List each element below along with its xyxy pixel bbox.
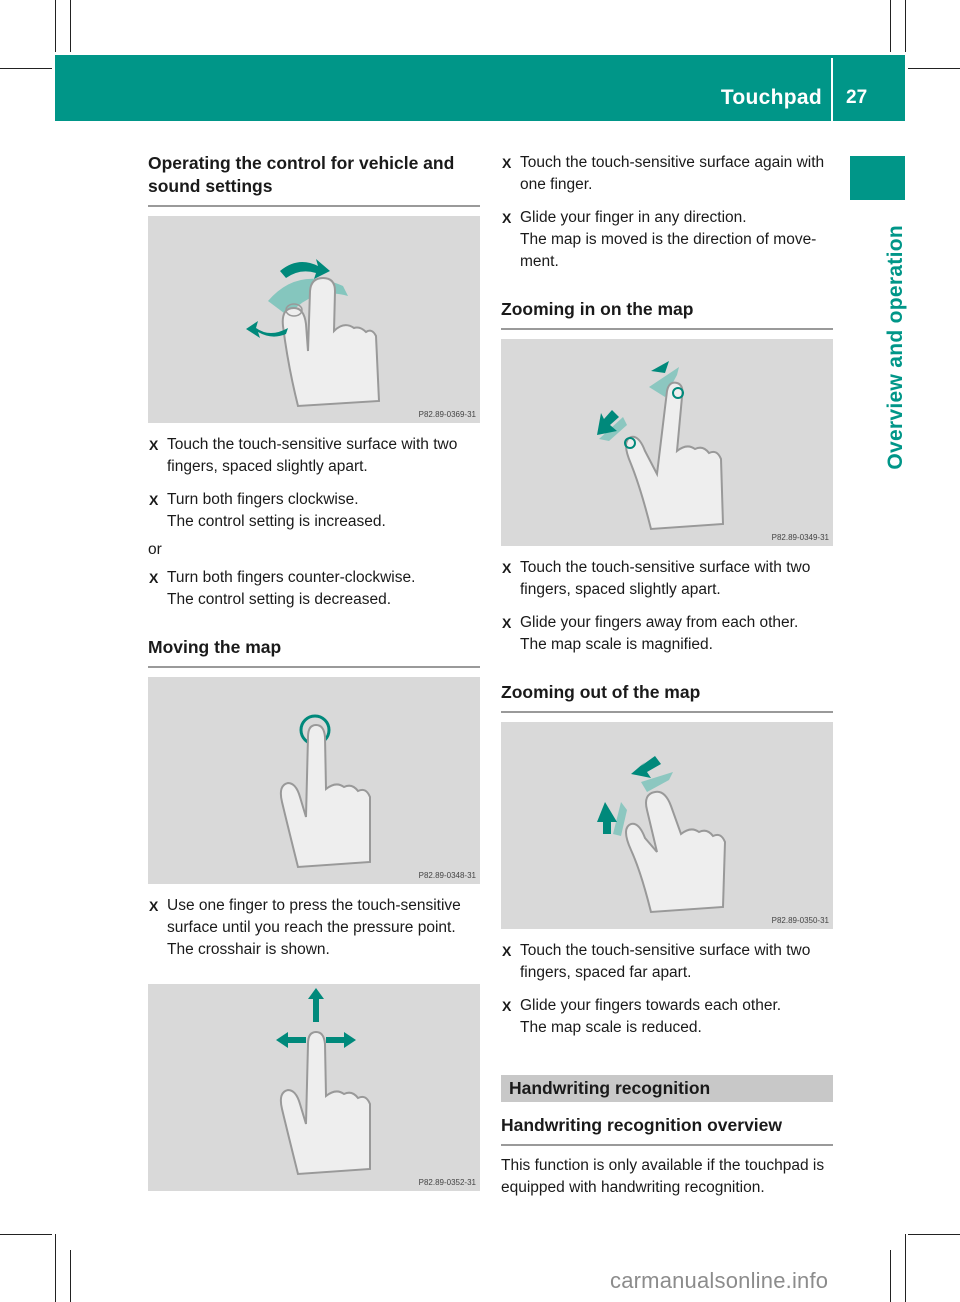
- crop-mark: [905, 0, 906, 52]
- step-result: The map scale is magnified.: [520, 636, 713, 653]
- instruction-step: X Touch the touch-sensitive surface again with one finger.: [502, 154, 825, 193]
- figure-id: P82.89-0369-31: [418, 410, 476, 419]
- section-heading: Operating the control for vehicle and sound settings: [148, 152, 480, 207]
- figure-id: P82.89-0352-31: [418, 1178, 476, 1187]
- instruction-step: X Touch the touch-sensitive surface with two fingers, spaced slightly apart.: [502, 559, 811, 598]
- figure-press-gesture: [148, 677, 480, 884]
- step-result: The control setting is decreased.: [167, 591, 392, 608]
- section-heading: Zooming out of the map: [501, 681, 833, 713]
- rotate-gesture-illustration: [148, 216, 480, 423]
- instruction-step: X Glide your finger in any direction. The map is moved is the direction of move-ment.: [501, 207, 833, 273]
- crop-mark: [908, 68, 960, 69]
- step-arrow-icon: X: [502, 155, 512, 171]
- crop-mark: [890, 1250, 891, 1302]
- step-arrow-icon: X: [149, 437, 159, 453]
- step-arrow-icon: X: [502, 210, 512, 226]
- section-heading: Zooming in on the map: [501, 298, 833, 330]
- step-result: The map scale is reduced.: [520, 1019, 702, 1036]
- crop-mark: [905, 1234, 906, 1302]
- instruction-step: X Glide your fingers towards each other. The map scale is reduced.: [501, 995, 833, 1039]
- header-section-title: Touchpad: [720, 86, 822, 109]
- step-arrow-icon: X: [149, 570, 159, 586]
- figure-id: P82.89-0350-31: [771, 916, 829, 925]
- step-arrow-icon: X: [502, 998, 512, 1014]
- side-tab-label: Overview and operation: [884, 225, 907, 470]
- figure-zoom-out-gesture: [501, 722, 833, 929]
- left-column: [148, 152, 480, 1191]
- instruction-step: X Touch the touch-sensitive surface with two fingers, spaced far apart.: [502, 942, 811, 981]
- section-heading: Moving the map: [148, 636, 480, 668]
- figure-zoom-in-gesture: [501, 339, 833, 546]
- crop-mark: [908, 1234, 960, 1235]
- step-arrow-icon: X: [149, 492, 159, 508]
- crosshair-gesture-illustration: [148, 984, 480, 1191]
- figure-crosshair-gesture: [148, 984, 480, 1191]
- step-result: The control setting is increased.: [167, 513, 386, 530]
- instruction-step: X Touch the touch-sensitive surface with two fingers, spaced slightly apart.: [149, 436, 458, 475]
- chapter-banner: Handwriting recognition: [501, 1075, 833, 1102]
- section-heading: Handwriting recognition overview: [501, 1114, 833, 1146]
- figure-id: P82.89-0349-31: [771, 533, 829, 542]
- crop-mark: [0, 1234, 52, 1235]
- zoom-out-gesture-illustration: [501, 722, 833, 929]
- instruction-step: X Use one finger to press the touch-sensitive surface until you reach the pressure point. The crosshair is shown.: [148, 895, 480, 961]
- step-arrow-icon: X: [502, 560, 512, 576]
- step-result: The map is moved is the direction of move-ment.: [520, 231, 817, 270]
- body-paragraph: This function is only available if the touchpad is equipped with handwriting recognition.: [501, 1157, 825, 1196]
- watermark: carmanualsonline.info: [610, 1268, 829, 1293]
- or-text: or: [148, 541, 162, 558]
- header-divider: [831, 58, 833, 121]
- right-column: [501, 152, 833, 1199]
- crop-mark: [55, 1234, 56, 1302]
- instruction-step: X Turn both fingers clockwise. The control setting is increased.: [148, 489, 480, 533]
- figure-id: P82.89-0348-31: [418, 871, 476, 880]
- press-gesture-illustration: [148, 677, 480, 884]
- crop-mark: [55, 0, 56, 52]
- crop-mark: [890, 0, 891, 52]
- page-number: 27: [846, 87, 868, 108]
- step-result: The crosshair is shown.: [167, 941, 330, 958]
- step-arrow-icon: X: [149, 898, 159, 914]
- crop-mark: [70, 1250, 71, 1302]
- crop-mark: [70, 0, 71, 52]
- zoom-in-gesture-illustration: [501, 339, 833, 546]
- side-tab-block: [850, 156, 905, 200]
- crop-mark: [0, 68, 52, 69]
- instruction-step: X Turn both fingers counter-clockwise. The control setting is decreased.: [148, 567, 480, 611]
- instruction-step: X Glide your fingers away from each other. The map scale is magnified.: [501, 612, 833, 656]
- step-arrow-icon: X: [502, 943, 512, 959]
- step-arrow-icon: X: [502, 615, 512, 631]
- figure-rotate-gesture: [148, 216, 480, 423]
